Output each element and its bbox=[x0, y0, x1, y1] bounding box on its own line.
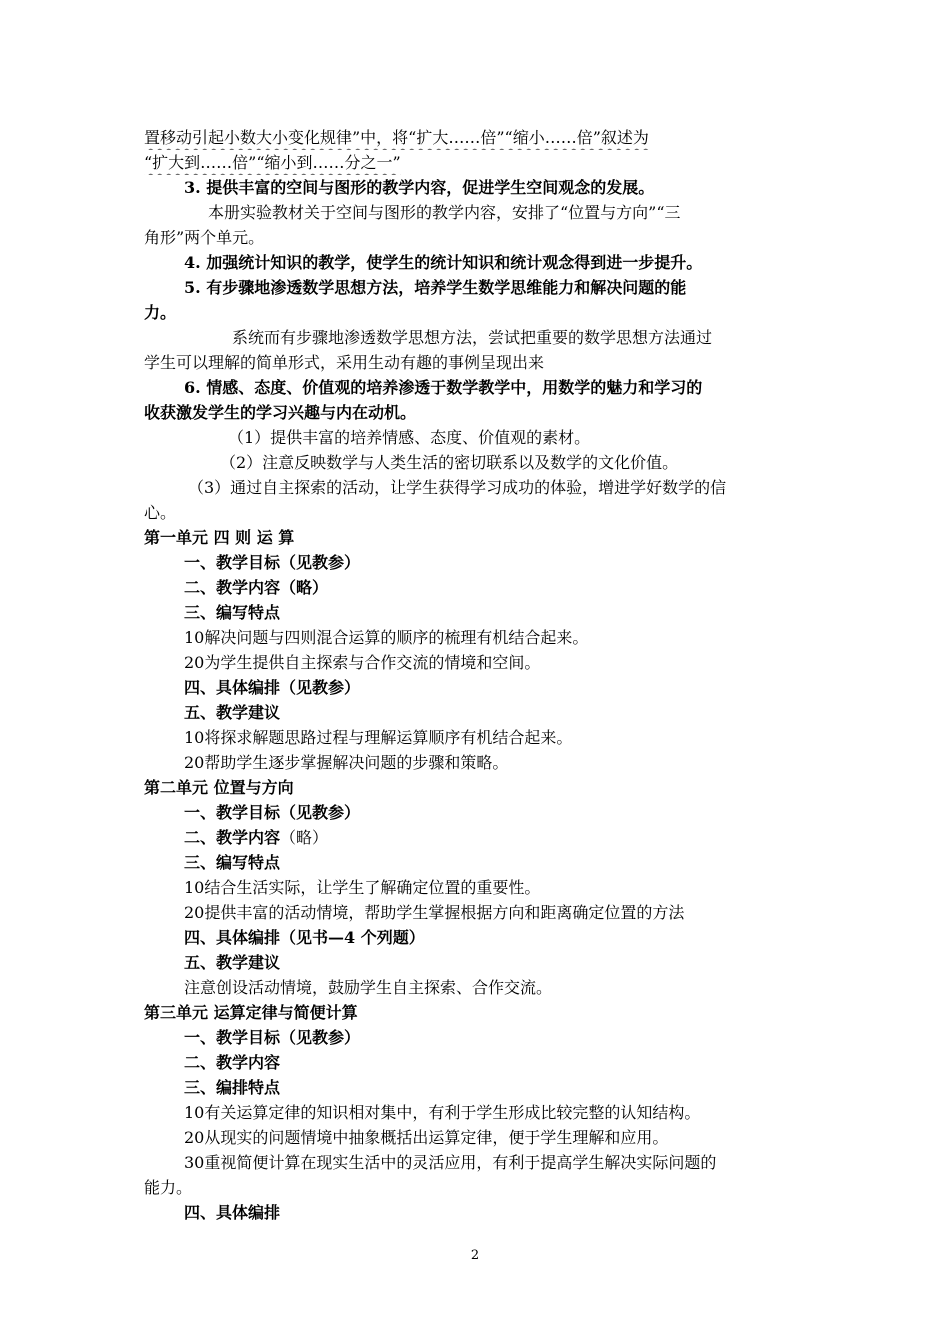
section-heading: 一、教学目标（见教参） bbox=[184, 1028, 361, 1047]
section-heading: 二、教学内容 bbox=[184, 1053, 281, 1072]
list-item: 20提供丰富的活动情境，帮助学生掌握根据方向和距离确定位置的方法 bbox=[184, 903, 685, 922]
point-heading-6: 6. 情感、态度、价值观的培养渗透于数学教学中，用数学的魅力和学习的 bbox=[184, 378, 703, 397]
point-heading-5-cont: 力。 bbox=[144, 303, 177, 322]
section-heading: 一、教学目标（见教参） bbox=[184, 553, 361, 572]
list-item: 20为学生提供自主探索与合作交流的情境和空间。 bbox=[184, 653, 541, 672]
list-item: 10有关运算定律的知识相对集中，有利于学生形成比较完整的认知结构。 bbox=[184, 1103, 701, 1122]
list-item: 20从现实的问题情境中抽象概括出运算定律，便于学生理解和应用。 bbox=[184, 1128, 669, 1147]
section-heading: 五、教学建议 bbox=[184, 953, 281, 972]
text-line: 学生可以理解的简单形式，采用生动有趣的事例呈现出来 bbox=[144, 353, 545, 372]
sub-point: （2）注意反映数学与人类生活的密切联系以及数学的文化价值。 bbox=[220, 453, 679, 472]
section-heading: 三、编写特点 bbox=[184, 603, 281, 622]
unit-heading-1: 第一单元 四 则 运 算 bbox=[144, 528, 295, 547]
sub-point: （3）通过自主探索的活动，让学生获得学习成功的体验，增进学好数学的信 bbox=[188, 478, 727, 497]
section-heading: 四、具体编排（见书—4 个列题） bbox=[184, 928, 425, 947]
section-heading: 三、编写特点 bbox=[184, 853, 281, 872]
section-heading: 五、教学建议 bbox=[184, 703, 281, 722]
text-line: 系统而有步骤地渗透数学思想方法，尝试把重要的数学思想方法通过 bbox=[232, 328, 713, 347]
unit-heading-3: 第三单元 运算定律与简便计算 bbox=[144, 1003, 358, 1022]
list-item: 10结合生活实际，让学生了解确定位置的重要性。 bbox=[184, 878, 541, 897]
point-heading-3: 3. 提供丰富的空间与图形的教学内容，促进学生空间观念的发展。 bbox=[184, 178, 655, 197]
text-line: 注意创设活动情境，鼓励学生自主探索、合作交流。 bbox=[184, 978, 553, 997]
text-line: 角形”两个单元。 bbox=[144, 228, 265, 247]
text-line: 能力。 bbox=[144, 1178, 193, 1197]
point-heading-5: 5. 有步骤地渗透数学思想方法，培养学生数学思维能力和解决问题的能 bbox=[184, 278, 687, 297]
point-heading-4: 4. 加强统计知识的教学，使学生的统计知识和统计观念得到进一步提升。 bbox=[184, 253, 703, 272]
section-heading: 四、具体编排 bbox=[184, 1203, 281, 1222]
section-heading-note: （略） bbox=[280, 828, 329, 847]
text-line: 置移动引起小数大小变化规律”中，将“扩大……倍”“缩小……倍”叙述为 bbox=[144, 128, 649, 147]
sub-point: （1）提供丰富的培养情感、态度、价值观的素材。 bbox=[228, 428, 591, 447]
list-item: 10将探求解题思路过程与理解运算顺序有机结合起来。 bbox=[184, 728, 573, 747]
section-heading: 四、具体编排（见教参） bbox=[184, 678, 361, 697]
section-heading-text: 二、教学内容 bbox=[184, 828, 281, 847]
section-heading bbox=[144, 825, 809, 850]
unit-heading-2: 第二单元 位置与方向 bbox=[144, 778, 294, 797]
section-heading: 三、编排特点 bbox=[184, 1078, 281, 1097]
text-line: 心。 bbox=[144, 503, 177, 522]
page-number: 2 bbox=[470, 1248, 480, 1263]
list-item: 30重视简便计算在现实生活中的灵活应用，有利于提高学生解决实际问题的 bbox=[184, 1153, 717, 1172]
text-line: 本册实验教材关于空间与图形的教学内容，安排了“位置与方向”“三 bbox=[208, 203, 681, 222]
point-heading-6-cont: 收获激发学生的学习兴趣与内在动机。 bbox=[144, 403, 417, 422]
section-heading: 一、教学目标（见教参） bbox=[184, 803, 361, 822]
section-heading: 二、教学内容（略） bbox=[184, 578, 329, 597]
list-item: 10解决问题与四则混合运算的顺序的梳理有机结合起来。 bbox=[184, 628, 589, 647]
text-line: “扩大到……倍”“缩小到……分之一” bbox=[144, 153, 401, 172]
document-body bbox=[144, 125, 809, 1225]
list-item: 20帮助学生逐步掌握解决问题的步骤和策略。 bbox=[184, 753, 509, 772]
